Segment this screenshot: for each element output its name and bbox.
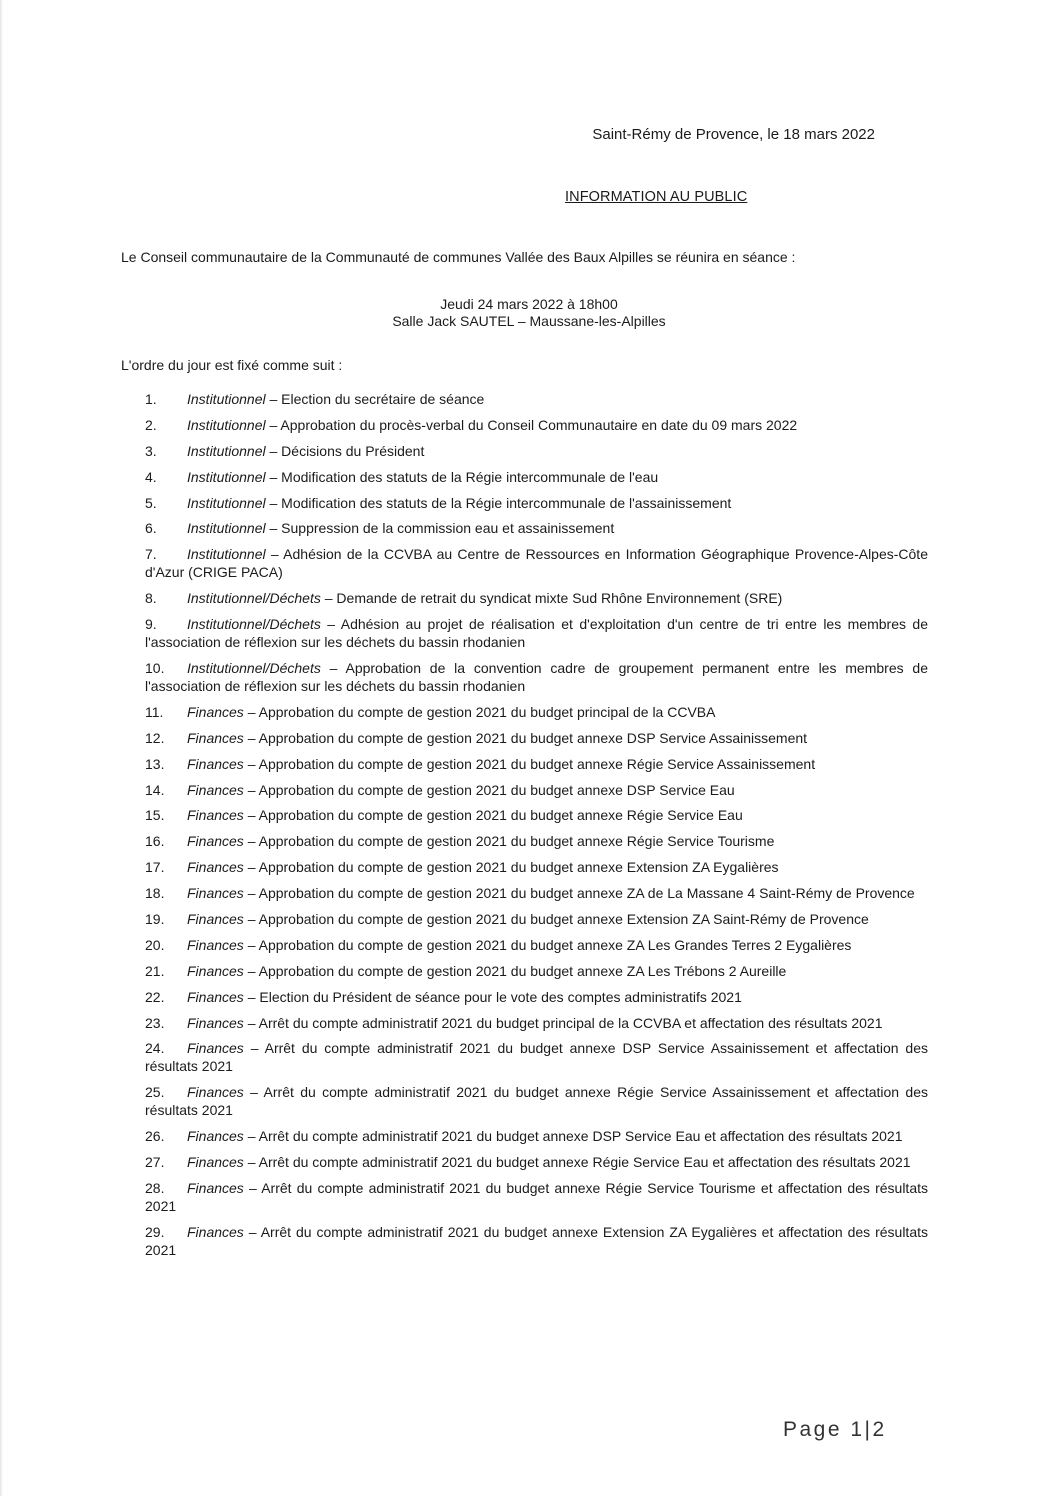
agenda-item <box>145 545 928 581</box>
agenda-item <box>145 1014 928 1032</box>
agenda-item-text: – Arrêt du compte administratif 2021 du budget annexe Extension ZA Eygalières et affectation des résultats 2021 <box>145 1223 928 1258</box>
meeting-location: Salle Jack SAUTEL – Maussane-les-Alpilles <box>392 313 666 329</box>
agenda-item-category: Finances <box>187 807 244 824</box>
agenda-item-text: – Demande de retrait du syndicat mixte Sud Rhône Environnement (SRE) <box>320 590 783 607</box>
agenda-item <box>145 1083 928 1119</box>
agenda-item-category: Finances <box>187 1180 244 1197</box>
agenda-item-number: 25. <box>145 1084 165 1101</box>
agenda-intro: L'ordre du jour est fixé comme suit : <box>121 357 343 373</box>
agenda-item-category: Finances <box>187 988 244 1005</box>
agenda-item-text: – Election du secrétaire de séance <box>265 391 485 407</box>
agenda-item-category: Finances <box>187 833 244 850</box>
agenda-item <box>145 442 928 460</box>
agenda-item-text: – Approbation de la convention cadre de groupement permanent entre les membres de l'association de réflexion sur les déchets du bassin rhodanien <box>145 660 928 695</box>
agenda-item-number: 11. <box>145 703 164 720</box>
agenda-item-category: Finances <box>187 1014 244 1031</box>
agenda-item-category: Finances <box>187 936 244 953</box>
agenda-item-category: Institutionnel <box>187 494 266 511</box>
agenda-item-category: Institutionnel <box>187 520 266 537</box>
agenda-item-text: – Adhésion au projet de réalisation et d'exploitation d'un centre de tri entre les membres de l'association de réflexion sur les déchets du bassin rhodanien <box>145 616 928 651</box>
agenda-item-text: – Décisions du Président <box>265 442 425 459</box>
agenda-item-text: – Election du Président de séance pour le vote des comptes administratifs 2021 <box>243 988 742 1005</box>
agenda-item-category: Finances <box>187 755 244 772</box>
agenda-item-text: – Arrêt du compte administratif 2021 du budget principal de la CCVBA et affectation des résultats 2021 <box>243 1014 883 1031</box>
agenda-item <box>145 703 928 721</box>
agenda-item-number: 26. <box>145 1128 165 1145</box>
agenda-item-number: 14. <box>145 781 165 798</box>
agenda-item <box>145 936 928 954</box>
agenda-item-number: 28. <box>145 1180 165 1197</box>
agenda-item-number: 3. <box>145 442 157 459</box>
agenda-item-text: – Modification des statuts de la Régie intercommunale de l'assainissement <box>265 494 732 511</box>
agenda-item <box>145 494 928 512</box>
agenda-item <box>145 910 928 928</box>
agenda-item-number: 18. <box>145 885 165 902</box>
agenda-item-category: Institutionnel/Déchets <box>187 660 321 677</box>
agenda-item-category: Finances <box>187 781 244 798</box>
agenda-item <box>145 781 928 799</box>
agenda-item <box>145 755 928 773</box>
agenda-item-category: Institutionnel <box>187 442 266 459</box>
agenda-item <box>145 390 928 408</box>
agenda-list <box>145 390 928 1267</box>
page-number: Page 1|2 <box>783 1418 887 1441</box>
agenda-item-number: 10. <box>145 660 165 677</box>
agenda-item-category: Finances <box>187 1084 244 1101</box>
agenda-item-number: 21. <box>145 962 165 979</box>
agenda-item-number: 9. <box>145 616 157 633</box>
agenda-item-number: 2. <box>145 416 157 433</box>
agenda-item-category: Finances <box>187 885 244 902</box>
agenda-item-category: Institutionnel <box>187 468 266 485</box>
agenda-item-number: 7. <box>145 546 157 563</box>
agenda-item <box>145 884 928 902</box>
agenda-item-text: – Approbation du compte de gestion 2021 du budget annexe Extension ZA Saint-Rémy de Provence <box>243 911 869 928</box>
agenda-item-number: 29. <box>145 1223 165 1240</box>
agenda-item-text: – Approbation du compte de gestion 2021 du budget annexe Extension ZA Eygalières <box>243 859 779 876</box>
document-title: INFORMATION AU PUBLIC <box>565 189 748 205</box>
agenda-item-text: – Arrêt du compte administratif 2021 du budget annexe DSP Service Eau et affectation des résultats 2021 <box>243 1128 903 1145</box>
agenda-item-text: – Approbation du procès-verbal du Conseil Communautaire en date du 09 mars 2022 <box>265 416 798 433</box>
agenda-item <box>145 1153 928 1171</box>
agenda-item-category: Finances <box>187 962 244 979</box>
agenda-item-number: 5. <box>145 494 157 511</box>
agenda-item <box>145 988 928 1006</box>
agenda-item-number: 23. <box>145 1014 165 1031</box>
agenda-item <box>145 468 928 486</box>
agenda-item <box>145 416 928 434</box>
agenda-item-category: Finances <box>187 1040 244 1057</box>
agenda-item-number: 8. <box>145 590 157 607</box>
agenda-item-category: Finances <box>187 1223 244 1240</box>
agenda-item-text: – Approbation du compte de gestion 2021 du budget annexe DSP Service Eau <box>243 781 735 798</box>
agenda-item-category: Finances <box>187 1128 244 1145</box>
agenda-item-text: – Approbation du compte de gestion 2021 du budget annexe ZA de La Massane 4 Saint-Rémy de Provence <box>243 885 915 902</box>
agenda-item <box>145 858 928 876</box>
agenda-item-category: Finances <box>187 703 244 720</box>
meeting-details <box>0 296 1058 330</box>
agenda-item-number: 27. <box>145 1154 165 1171</box>
agenda-item-category: Finances <box>187 1154 244 1171</box>
agenda-item-number: 15. <box>145 807 165 824</box>
agenda-item <box>145 1039 928 1075</box>
agenda-item <box>145 962 928 980</box>
agenda-item-number: 12. <box>145 729 165 746</box>
agenda-item <box>145 659 928 695</box>
agenda-item-text: – Arrêt du compte administratif 2021 du budget annexe Régie Service Tourisme et affectation des résultats 2021 <box>145 1180 928 1215</box>
agenda-item-number: 20. <box>145 936 165 953</box>
agenda-item <box>145 589 928 607</box>
agenda-item-text: – Approbation du compte de gestion 2021 du budget annexe DSP Service Assainissement <box>243 729 808 746</box>
agenda-item-number: 4. <box>145 468 157 485</box>
agenda-item <box>145 615 928 651</box>
agenda-item-category: Finances <box>187 729 244 746</box>
agenda-item-text: – Approbation du compte de gestion 2021 du budget annexe Régie Service Tourisme <box>243 833 775 850</box>
agenda-item-text: – Approbation du compte de gestion 2021 du budget annexe ZA Les Grandes Terres 2 Eygalières <box>243 936 852 953</box>
agenda-item-text: – Approbation du compte de gestion 2021 du budget annexe ZA Les Trébons 2 Aureille <box>243 962 787 979</box>
agenda-item-number: 16. <box>145 833 165 850</box>
agenda-item-text: – Suppression de la commission eau et assainissement <box>265 520 615 537</box>
agenda-item-text: – Modification des statuts de la Régie intercommunale de l'eau <box>265 468 659 485</box>
agenda-item-number: 22. <box>145 988 165 1005</box>
agenda-item <box>145 832 928 850</box>
date-line: Saint-Rémy de Provence, le 18 mars 2022 <box>592 126 875 143</box>
agenda-item <box>145 806 928 824</box>
agenda-item-category: Finances <box>187 911 244 928</box>
agenda-item-text: – Arrêt du compte administratif 2021 du budget annexe DSP Service Assainissement et affectation des résultats 2021 <box>145 1040 928 1075</box>
agenda-item-text: – Adhésion de la CCVBA au Centre de Ressources en Information Géographique Provence-Alpes-Côte d'Azur (CRIGE PACA) <box>145 546 928 581</box>
agenda-item-text: – Arrêt du compte administratif 2021 du budget annexe Régie Service Assainissement et affectation des résultats 2021 <box>145 1084 928 1119</box>
agenda-item-category: Institutionnel <box>187 546 266 563</box>
agenda-item-category: Institutionnel/Déchets <box>187 616 321 633</box>
agenda-item-category: Finances <box>187 859 244 876</box>
agenda-item <box>145 729 928 747</box>
agenda-item-number: 6. <box>145 520 157 537</box>
agenda-item <box>145 1223 928 1259</box>
agenda-item <box>145 1179 928 1215</box>
intro-paragraph: Le Conseil communautaire de la Communauté de communes Vallée des Baux Alpilles se réunira en séance : <box>121 249 796 265</box>
agenda-item-number: 24. <box>145 1040 165 1057</box>
agenda-item-number: 17. <box>145 859 165 876</box>
scan-edge <box>0 0 3 1496</box>
agenda-item-category: Institutionnel <box>187 416 266 433</box>
agenda-item <box>145 1127 928 1145</box>
agenda-item-number: 13. <box>145 755 165 772</box>
agenda-item-category: Institutionnel/Déchets <box>187 590 321 607</box>
agenda-item-number: 19. <box>145 911 165 928</box>
agenda-item <box>145 519 928 537</box>
agenda-item-text: – Arrêt du compte administratif 2021 du budget annexe Régie Service Eau et affectation des résultats 2021 <box>243 1154 911 1171</box>
agenda-item-text: – Approbation du compte de gestion 2021 du budget principal de la CCVBA <box>243 703 716 720</box>
agenda-item-number: 1. <box>145 391 157 407</box>
agenda-item-text: – Approbation du compte de gestion 2021 du budget annexe Régie Service Assainissement <box>243 755 816 772</box>
meeting-datetime: Jeudi 24 mars 2022 à 18h00 <box>440 296 618 312</box>
agenda-item-text: – Approbation du compte de gestion 2021 du budget annexe Régie Service Eau <box>243 807 743 824</box>
agenda-item-category: Institutionnel <box>187 391 266 407</box>
